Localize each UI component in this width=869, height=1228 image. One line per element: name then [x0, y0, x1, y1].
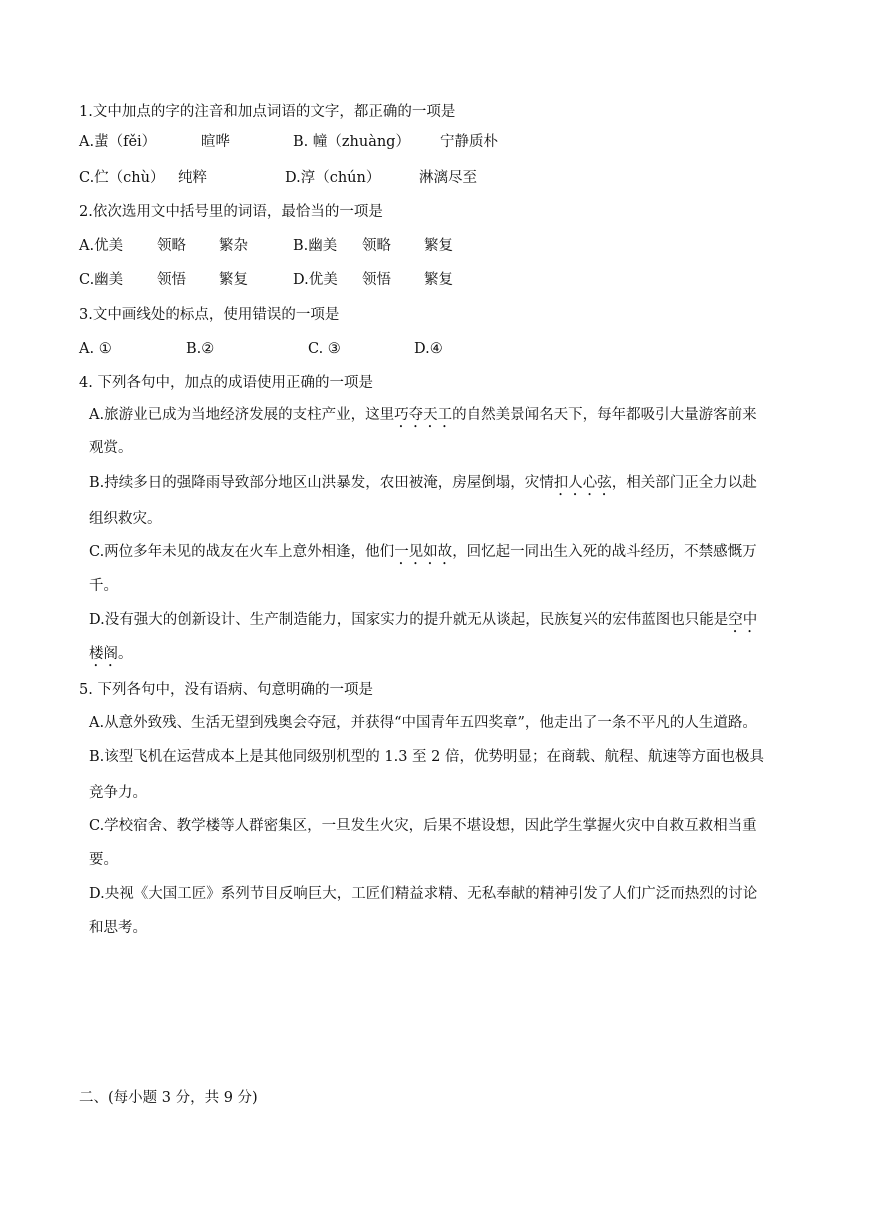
- q5-option-b: B.该型飞机在运营成本上是其他同级别机型的 1.3 至 2 倍，优势明显；在商载、航程、航速等方面也极具: [89, 749, 764, 765]
- q2-option-a-3: 繁杂: [219, 238, 248, 254]
- q2-option-b-1: B.幽美: [293, 238, 338, 254]
- q3-option-c: C. ③: [308, 341, 341, 357]
- q1-option-d-word: 淋漓尽至: [419, 170, 477, 186]
- q4-option-b-line2: 组织救灾。: [89, 511, 162, 527]
- q2-option-a-2: 领略: [157, 238, 186, 254]
- q4-option-a-idiom: 巧夺天工: [394, 407, 453, 423]
- q4-option-d: [89, 610, 757, 636]
- q4-option-d-line2: [89, 644, 133, 670]
- q2-stem: 2.依次选用文中括号里的词语，最恰当的一项是: [79, 204, 383, 220]
- q2-option-a-1: A.优美: [79, 238, 124, 254]
- q1-option-a-label: A.蜚（fěi）: [79, 134, 157, 150]
- q5-option-b-line2: 竞争力。: [89, 785, 147, 801]
- q4-option-c: [89, 542, 757, 568]
- q2-option-c-1: C.幽美: [79, 272, 124, 288]
- q4-option-c-text-post: ，回忆起一同出生入死的战斗经历，不禁感慨万: [452, 544, 757, 560]
- q1-stem: 1.文中加点的字的注音和加点词语的文字，都正确的一项是: [79, 104, 456, 120]
- q1-option-b-label: B. 幢（zhuàng）: [293, 134, 410, 150]
- q5-option-d-line2: 和思考。: [89, 920, 147, 936]
- q4-option-b-idiom: 扣人心弦: [553, 475, 612, 491]
- q4-option-b: [89, 473, 757, 499]
- q2-option-c-3: 繁复: [219, 272, 248, 288]
- q4-option-d-text-pre: D.没有强大的创新设计、生产制造能力，国家实力的提升就无从谈起，民族复兴的宏伟蓝图也只能是: [89, 612, 729, 628]
- q2-option-b-2: 领略: [362, 238, 391, 254]
- q5-option-c: C.学校宿舍、教学楼等人群密集区，一旦发生火灾，后果不堪设想，因此学生掌握火灾中自救互救相当重: [89, 818, 757, 834]
- q2-option-d-2: 领悟: [362, 272, 391, 288]
- q4-option-b-text-pre: B.持续多日的强降雨导致部分地区山洪暴发，农田被淹，房屋倒塌，灾情: [89, 475, 554, 491]
- q5-stem: 5. 下列各句中，没有语病、句意明确的一项是: [79, 682, 373, 698]
- q1-option-b-word: 宁静质朴: [440, 134, 498, 150]
- q5-option-a: A.从意外致残、生活无望到残奥会夺冠，并获得“中国青年五四奖章”，他走出了一条不平凡的人生道路。: [89, 715, 757, 731]
- q3-stem: 3.文中画线处的标点，使用错误的一项是: [79, 307, 340, 323]
- q1-option-a-word: 暄哗: [201, 134, 230, 150]
- q3-option-a: A. ①: [79, 341, 112, 357]
- q4-option-a-line2: 观赏。: [89, 440, 133, 456]
- q4-option-c-line2: 千。: [89, 578, 118, 594]
- section-2-heading: 二、(每小题 3 分，共 9 分): [79, 1090, 258, 1106]
- q2-option-c-2: 领悟: [157, 272, 186, 288]
- q4-option-c-text-pre: C.两位多年未见的战友在火车上意外相逢，他们: [89, 544, 395, 560]
- q2-option-d-1: D.优美: [293, 272, 338, 288]
- q5-option-c-line2: 要。: [89, 852, 118, 868]
- q4-option-d-end: 。: [118, 646, 133, 662]
- q4-option-c-idiom: 一见如故: [394, 544, 453, 560]
- q4-option-a-text-pre: A.旅游业已成为当地经济发展的支柱产业，这里: [89, 407, 395, 423]
- q4-option-d-idiom-part2: 楼阁: [89, 646, 118, 662]
- q4-option-a-text-post: 的自然美景闻名天下，每年都吸引大量游客前来: [452, 407, 757, 423]
- q1-option-c-label: C.伫（chù）: [79, 170, 165, 186]
- q4-stem: 4. 下列各句中，加点的成语使用正确的一项是: [79, 375, 373, 391]
- q5-option-d: D.央视《大国工匠》系列节目反响巨大，工匠们精益求精、无私奉献的精神引发了人们广泛而热烈的讨论: [89, 886, 758, 902]
- q4-option-b-text-post: ，相关部门正全力以赴: [611, 475, 757, 491]
- q4-option-d-idiom-part1: 空中: [728, 612, 758, 628]
- q2-option-d-3: 繁复: [424, 272, 453, 288]
- q4-option-a: [89, 405, 757, 431]
- q1-option-a: [79, 132, 156, 152]
- q1-option-d-label: D.淳（chún）: [285, 170, 381, 186]
- q1-option-c-word: 纯粹: [178, 170, 207, 186]
- q3-option-d: D.④: [414, 341, 443, 357]
- q3-option-b: B.②: [186, 341, 215, 357]
- q2-option-b-3: 繁复: [424, 238, 453, 254]
